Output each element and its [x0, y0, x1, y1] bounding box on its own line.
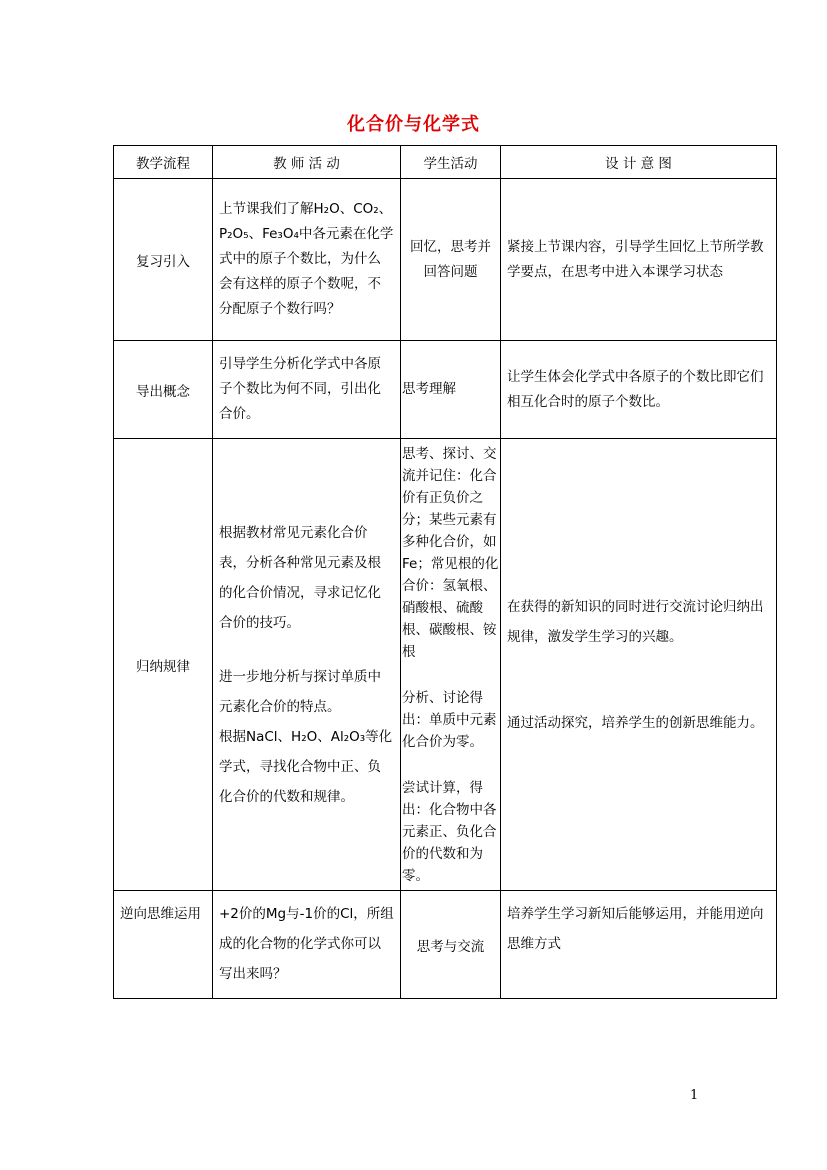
teacher-activity-cell: 引导学生分析化学式中各原子个数比为何不同，引出化合价。 [213, 341, 401, 439]
student-activity-cell: 思考理解 [401, 341, 501, 439]
header-design-intent: 设 计 意 图 [501, 146, 777, 179]
teacher-activity-paragraph: 进一步地分析与探讨单质中元素化合价的特点。 [219, 668, 381, 715]
design-intent-cell: 紧接上节课内容，引导学生回忆上节所学教学要点，在思考中进入本课学习状态 [501, 179, 777, 341]
student-activity-paragraph: 尝试计算，得出：化合物中各元素正、负化合价的代数和为零。 [402, 779, 497, 884]
paragraph-gap [219, 638, 394, 662]
header-student-activity: 学生活动 [401, 146, 501, 179]
flow-cell: 复习引入 [114, 179, 213, 341]
paragraph-gap [507, 652, 770, 708]
teacher-activity-cell: 上节课我们了解H₂O、CO₂、P₂O₅、Fe₃O₄中各元素在化学式中的原子个数比，为什么会有这样的原子个数呢，不分配原子个数行吗？ [213, 179, 401, 341]
flow-cell: 归纳规律 [114, 439, 213, 891]
table-row [114, 439, 777, 891]
paragraph-gap [402, 663, 499, 687]
flow-cell: 逆向思维运用 [114, 891, 213, 999]
header-flow: 教学流程 [114, 146, 213, 179]
paragraph-gap [402, 753, 499, 777]
student-activity-paragraph: 思考、探讨、交流并记住：化合价有正负价之分；某些元素有多种化合价，如Fe；常见根的化合价：氢氧根、硝酸根、硫酸根、碳酸根、铵根 [402, 445, 499, 660]
student-activity-paragraph: 分析、讨论得出：单质中元素化合价为零。 [402, 689, 497, 750]
teacher-activity-cell [213, 439, 401, 891]
design-intent-paragraph: 在获得的新知识的同时进行交流讨论归纳出规律，激发学生学习的兴趣。 [507, 598, 764, 645]
design-intent-cell: 让学生体会化学式中各原子的个数比即它们相互化合时的原子个数比。 [501, 341, 777, 439]
document-title: 化合价与化学式 [347, 114, 480, 135]
teacher-activity-paragraph: 根据NaCl、H₂O、Al₂O₃等化学式，寻找化合物中正、负化合价的代数和规律。 [219, 728, 393, 805]
lesson-plan-table [113, 145, 777, 999]
student-activity-cell: 思考与交流 [401, 891, 501, 999]
header-teacher-activity: 教 师 活 动 [213, 146, 401, 179]
student-activity-cell: 回忆，思考并回答问题 [401, 179, 501, 341]
design-intent-cell [501, 439, 777, 891]
table-row [114, 891, 777, 999]
design-intent-paragraph: 通过活动探究，培养学生的创新思维能力。 [507, 714, 764, 731]
table-row [114, 341, 777, 439]
flow-cell: 导出概念 [114, 341, 213, 439]
table-row [114, 179, 777, 341]
page-number: 1 [690, 1088, 699, 1103]
teacher-activity-paragraph: 根据教材常见元素化合价表，分析各种常见元素及根的化合价情况，寻求记忆化合价的技巧。 [219, 524, 381, 631]
teacher-activity-cell: +2价的Mg与-1价的Cl，所组成的化合物的化学式你可以写出来吗？ [213, 891, 401, 999]
student-activity-cell [401, 439, 501, 891]
table-header-row [114, 146, 777, 179]
design-intent-cell: 培养学生学习新知后能够运用，并能用逆向思维方式 [501, 891, 777, 999]
